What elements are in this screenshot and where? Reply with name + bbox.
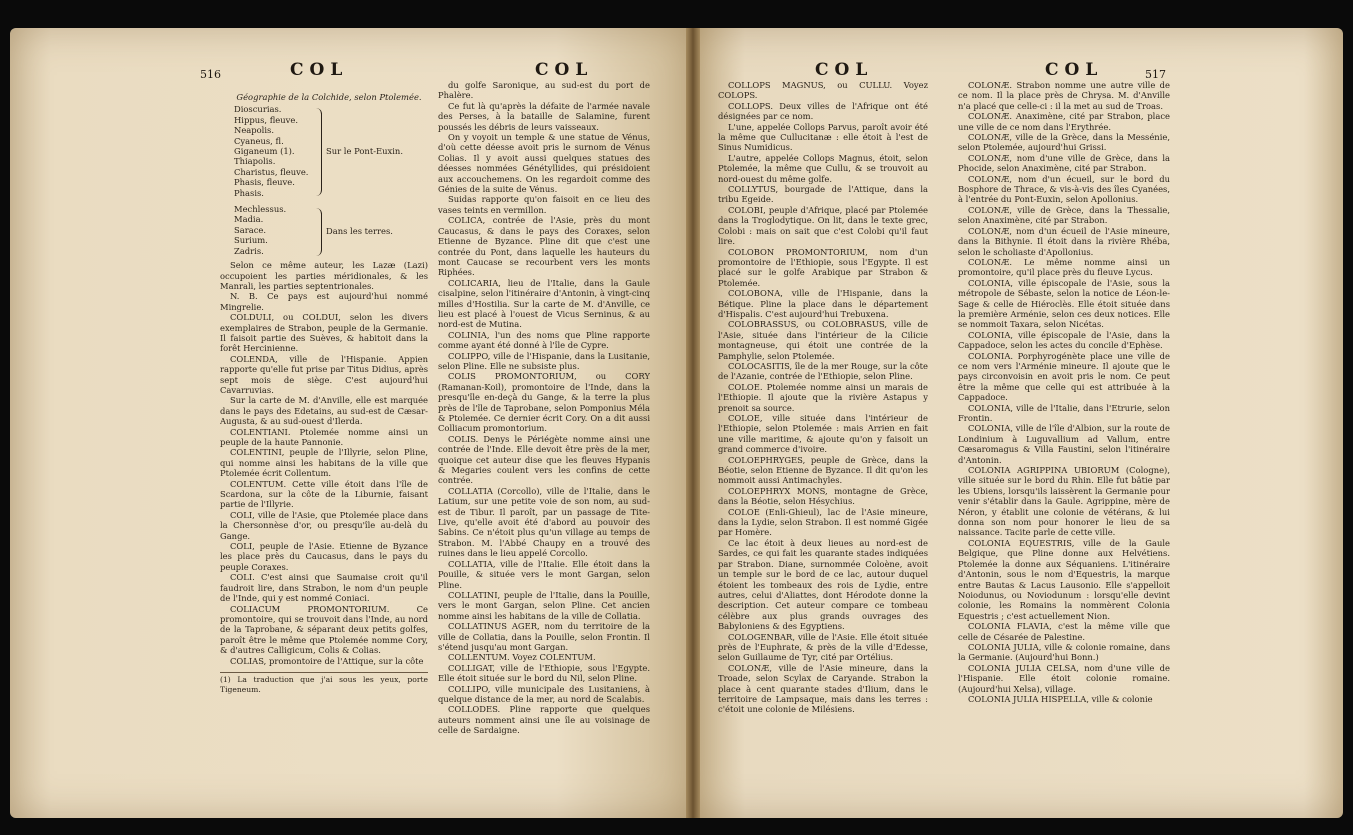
list-item: Phasis. [234,187,264,198]
paragraph: Ce lac étoit à deux lieues au nord-est de Sardes, ce qui fait les quarante stades indiquées par Strabon. Diane, surnommée Coloène, avoit un temple sur le bord de ce lac, autour duquel étoient les tombeaux des rois de Lydie, entre autres, celui d'Aliattes, dont Hérodote donne la description. Cet auteur compare ce tombeau célèbre aux plus grands ouvrages des Babyloniens & des Egyptiens. [718,537,928,632]
paragraph: COLOCASITIS, île de la mer Rouge, sur la côte de l'Azanie, contrée de l'Ethiopie, selon Pline. [718,360,928,382]
list-item: Mechlessus. [234,204,287,215]
list-item: Cyaneus, fl. [234,135,284,146]
paragraph: Ce fut là qu'après la défaite de l'armée navale des Perses, à la bataille de Salamine, furent poussés les débris de leurs vaisseaux. [438,100,650,132]
list-item: Sarace. [234,224,267,235]
list-item: Dioscurias. [234,104,282,115]
paragraph: COLONÆ, ville de la Grèce, dans la Messénie, selon Ptolemée, aujourd'hui Grissi. [958,132,1170,153]
paragraph: COLOE. Ptolemée nomme ainsi un marais de l'Ethiopie. Il ajoute que la rivière Astapus y prenoit sa source. [718,381,928,413]
paragraph: COLONÆ, nom d'une ville de Grèce, dans la Phocide, selon Anaximène, cité par Strabon. [958,152,1170,174]
paragraph: COLONÆ, ville de l'Asie mineure, dans la Troade, selon Scylax de Caryande. Strabon la place à cent quarante stades d'Ilium, dans le territoire de Lampsaque, mais dans les terres : c'étoit une colonie de Milésiens. [718,662,928,715]
left-column-2 [438,80,650,800]
paragraph: COLONIA, ville épiscopale de l'Asie, dans la Cappadoce, selon les actes du concile d'Ephèse. [958,329,1170,351]
paragraph: COLINIA, l'un des noms que Pline rapporte comme ayant été donné à l'île de Cypre. [438,329,650,351]
left-column-1 [220,92,428,812]
paragraph: Selon ce même auteur, les Lazæ (Lazi) occupoient les parties méridionales, & les Manrali, les parties septentrionales. [220,260,428,291]
paragraph: COLONIA AGRIPPINA UBIORUM (Cologne), ville située sur le bord du Rhin. Elle fut bâtie par les Ubiens, lorsqu'ils laissèrent la Germanie pour venir s'établir dans la Gaule. Agrippine, mère de Néron, y établit une colonie de vétérans, & lui donna son nom pour honorer le lieu de sa naissance. Tacite parle de cette ville. [958,465,1170,538]
paragraph: COLDULI, ou COLDUI, selon les divers exemplaires de Strabon, peuple de la Germanie. Il faisoit partie des Suèves, & habitoit dans la forêt Hercinienne. [220,312,428,354]
paragraph: COLONÆ, nom d'un écueil, sur le bord du Bosphore de Thrace, & vis-à-vis des îles Cyanées, à l'entrée du Pont-Euxin, selon Apollonius. [958,173,1170,205]
paragraph: COLLYTUS, bourgade de l'Attique, dans la tribu Egeide. [718,184,928,205]
paragraph: COLOEPHRYX MONS, montagne de Grèce, dans la Béotie, selon Hésychius. [718,485,928,507]
left-header-left: COL [290,60,349,80]
list-item: Hippus, fleuve. [234,114,299,125]
paragraph: COLLATINUS AGER, nom du territoire de la ville de Collatia, dans la Pouille, selon Frontin. Il s'étend jusqu'au mont Gargan. [438,621,650,652]
brace-group-1 [220,104,428,198]
paragraph: COLLOPS. Deux villes de l'Afrique ont été désignées par ce nom. [718,100,928,122]
paragraph: COLOBRASSUS, ou COLOBRASUS, ville de l'Asie, située dans l'intérieur de la Cilicie montagneuse, qui étoit une contrée de la Pamphylie, selon Ptolemée. [718,319,928,361]
paragraph: COLIAS, promontoire de l'Attique, sur la côte [230,655,424,666]
paragraph: COLENTIANI. Ptolemée nomme ainsi un peuple de la haute Pannonie. [220,426,428,447]
paragraph: COLIS PROMONTORIUM, ou CORY (Ramanan-Koil), promontoire de l'Inde, dans la presqu'île en-deçà du Gange, & la terre la plus près de l'île de Taprobane, selon Pomponius Méla & Ptolemée. Ce dernier écrit Cory. On a dit aussi Colliacum promontorium. [438,371,650,434]
list-item: Neapolis. [234,125,274,136]
right-column-1 [718,80,928,800]
right-column-2 [958,80,1170,800]
paragraph: COLOE (Enli-Ghieul), lac de l'Asie mineure, dans la Lydie, selon Strabon. Il est nommé Gigée par Homère. [718,506,928,538]
paragraph: COLLATIA (Corcollo), ville de l'Italie, dans le Latium, sur une petite voie de son nom, au sud-est de Tibur. Il paroît, par un passage de Tite-Live, qu'elle avoit été d'abord au pouvoir des Sabins. Ce n'étoit plus qu'un village au temps de Strabon. M. l'Abbé Chaupy en a trouvé des ruines dans le lieu appelé Corcollo. [438,485,650,559]
left-page-number: 516 [200,68,221,81]
paragraph: COLLATINI, peuple de l'Italie, dans la Pouille, vers le mont Gargan, selon Pline. Cet ancien nomme ainsi les habitans de la ville de Collatia. [438,589,650,621]
paragraph: COLONIA JULIA CELSA, nom d'une ville de l'Hispanie. Elle étoit colonie romaine. (Aujourd'hui Xelsa), village. [958,662,1170,694]
paragraph: COLLIGAT, ville de l'Ethiopie, sous l'Egypte. Elle étoit située sur le bord du Nil, selon Pline. [438,662,650,684]
paragraph: COLONÆ. Le même nomme ainsi un promontoire, qu'il place près du fleuve Lycus. [958,256,1170,278]
list-item: Surium. [234,235,268,246]
group1-label: Sur le Pont-Euxin. [326,146,403,157]
paragraph: COLLODES. Pline rapporte que quelques auteurs nomment ainsi une île au voisinage de celle de Sardaigne. [438,704,650,736]
paragraph: COLI, ville de l'Asie, que Ptolemée place dans la Chersonnèse d'or, ou presqu'île au-delà du Gange. [220,509,428,541]
brace-group-2 [220,204,428,256]
list-item: Phasis, fleuve. [234,177,295,188]
list-item: Thiapolis. [234,156,276,167]
group2-label: Dans les terres. [326,226,393,237]
paragraph: COLIACUM PROMONTORIUM. Ce promontoire, qui se trouvoit dans l'Inde, au nord de la Taprobane, & séparant deux petits golfes, paroît être le même que Ptolemée nomme Cory, & d'autres Calligicum, Colis & Colias. [220,603,428,656]
paragraph: COLONIA. Porphyrogénète place une ville de ce nom vers l'Arménie mineure. Il ajoute que le pays circonvoisin en avoit pris le nom. Ce peut être la même que celle qui est attribuée à la Cappadoce. [958,350,1170,403]
geography-subtitle: Géographie de la Colchide, selon Ptolemée. [236,92,422,102]
list-item: Madia. [234,214,264,225]
paragraph: COLLIPO, ville municipale des Lusitaniens, à quelque distance de la mer, au nord de Scalabis. [438,683,650,704]
paragraph: COLIPPO, ville de l'Hispanie, dans la Lusitanie, selon Pline. Elle ne subsiste plus. [438,350,650,371]
paragraph: COLONÆ. Anaximène, cité par Strabon, place une ville de ce nom dans l'Erythrée. [958,111,1170,132]
paragraph: COLONIA, ville de l'Italie, dans l'Etrurie, selon Frontin. [958,402,1170,423]
paragraph: COLONIA JULIA HISPELLA, ville & colonie [968,693,1153,704]
right-header-left: COL [815,60,874,80]
book-gutter [686,28,700,818]
list-item: Zadris. [234,245,264,256]
paragraph: L'une, appelée Collops Parvus, paroît avoir été la même que Cullucitanæ : elle étoit à l'est de Sinus Numidicus. [718,121,928,153]
paragraph: Suidas rapporte qu'on faisoit en ce lieu des vases teints en vermillon. [438,194,650,215]
paragraph: COLOE, ville située dans l'intérieur de l'Ethiopie, selon Ptolemée : mais Arrien en fait une ville maritime, & ajoute qu'on y faisoit un grand commerce d'ivoire. [718,413,928,455]
paragraph: COLOBI, peuple d'Afrique, placé par Ptolemée dans la Troglodytique. On lit, dans le texte grec, Colobi : mais on sait que c'est Colobi qu'il faut lire. [718,204,928,247]
footnote: (1) La traduction que j'ai sous les yeux, porte Tigeneum. [220,672,428,696]
paragraph: COLONIA EQUESTRIS, ville de la Gaule Belgique, que Pline donne aux Helvétiens. Ptolemée la donne aux Séquaniens. L'itinéraire d'Antonin, sous le nom d'Equestris, la marque entre Bautas & Lacus Lausonio. Elle s'appelloit Noiodunus, ou Noviodunum : lorsqu'elle devint colonie, les Romains la nommèrent Colonia Equestris ; c'est actuellement Nion. [958,537,1170,621]
paragraph: COLICA, contrée de l'Asie, près du mont Caucasus, & dans le pays des Coraxes, selon Etienne de Byzance. Pline dit que c'est une contrée du Pont, dans laquelle les hauteurs du mont Caucase se recourbent vers les monts Riphées. [438,215,650,278]
paragraph: COLOEPHRYGES, peuple de Grèce, dans la Béotie, selon Etienne de Byzance. Il dit qu'on les nommoit aussi Antimachyles. [718,454,928,486]
paragraph: COLONIA FLAVIA, c'est la même ville que celle de Césarée de Palestine. [958,621,1170,642]
list-item: Charistus, fleuve. [234,166,309,177]
paragraph: N. B. Ce pays est aujourd'hui nommé Mingrelie. [220,291,428,312]
paragraph: COLONIA, ville de l'île d'Albion, sur la route de Londinium à Luguvallium ad Vallum, entre Cæsaromagus & Villa Faustini, selon l'itinéraire d'Antonin. [958,423,1170,465]
paragraph: COLONIA, ville épiscopale de l'Asie, sous la métropole de Sébaste, selon la notice de Léon-le-Sage & celle de Hiéroclès. Elle étoit située dans la première Arménie, selon ces deux notices. Elle se nommoit Taxara, selon Nicétas. [958,277,1170,330]
paragraph: COLIS. Denys le Périégète nomme ainsi une contrée de l'Inde. Elle devoit être près de la mer, quoique cet auteur dise que les fleuves Hypanis & Megaries coulent vers les confins de cette contrée. [438,433,650,486]
paragraph: COLONÆ, ville de Grèce, dans la Thessalie, selon Anaximène, cité par Strabon. [958,204,1170,226]
paragraph: COLENTUM. Cette ville étoit dans l'île de Scardona, sur la côte de la Liburnie, faisant partie de l'Illyrie. [220,478,428,510]
paragraph: Sur la carte de M. d'Anville, elle est marquée dans le pays des Edetains, au sud-est de Cæsar-Augusta, & au sud-ouest d'Ilerda. [220,395,428,427]
group2-list [220,204,428,256]
paragraph: COLI, peuple de l'Asie. Etienne de Byzance les place près du Caucasus, dans le pays du peuple Coraxes. [220,541,428,572]
paragraph: On y voyoit un temple & une statue de Vénus, d'où cette déesse avoit pris le surnom de Vénus Colias. Il y avoit aussi quelques statues des déesses nommées Génétyllides, qui présidoient aux accouchemens. On les regardoit comme des Génies de la suite de Vénus. [438,132,650,195]
left-column-1-text [220,260,428,666]
paragraph: COLENTINI, peuple de l'Illyrie, selon Pline, qui nomme ainsi les habitans de la ville que Ptolemée écrit Collentum. [220,447,428,479]
left-header-right: COL [535,60,594,80]
right-header-right: COL [1045,60,1104,80]
paragraph: COLLENTUM. Voyez COLENTUM. [448,652,596,663]
right-page-number: 517 [1145,68,1166,81]
paragraph: du golfe Saronique, au sud-est du port de Phalère. [438,80,650,101]
paragraph: COLENDA, ville de l'Hispanie. Appien rapporte qu'elle fut prise par Titus Didius, après sept mois de siège. C'est aujourd'hui Cavarruvias. [220,353,428,395]
paragraph: COLI. C'est ainsi que Saumaise croit qu'il faudroit lire, dans Strabon, le nom d'un peuple de l'Inde, qui y est nommé Coniaci. [220,572,428,604]
paragraph: COLONÆ, nom d'un écueil de l'Asie mineure, dans la Bithynie. Il étoit dans la rivière Rhéba, selon le scholiaste d'Apollonius. [958,225,1170,257]
paragraph: COLOBON PROMONTORIUM, nom d'un promontoire de l'Ethiopie, sous l'Egypte. Il est placé sur le golfe Arabique par Strabon & Ptolemée. [718,246,928,288]
brace-2 [315,208,322,256]
paragraph: COLICARIA, lieu de l'Italie, dans la Gaule cisalpine, selon l'itinéraire d'Antonin, à vingt-cinq milles d'Hostilia. Sur la carte de M. d'Anville, ce lieu est placé à l'ouest de Vicus Serninus, & au nord-est de Mutina. [438,277,650,330]
paragraph: L'autre, appelée Collops Magnus, étoit, selon Ptolemée, la même que Cullu, & se trouvoit au nord-ouest du même golfe. [718,152,928,184]
paragraph: COLONÆ. Strabon nomme une autre ville de ce nom. Il la place près de Chrysa. M. d'Anville n'a placé que celle-ci : il la met au sud de Troas. [958,80,1170,111]
paragraph: COLOGENBAR, ville de l'Asie. Elle étoit située près de l'Euphrate, & près de la ville d'Edesse, selon Guillaume de Tyr, cité par Ortélius. [718,631,928,663]
paragraph: COLLOPS MAGNUS, ou CULLU. Voyez COLOPS. [718,80,928,101]
brace-1 [315,108,322,196]
paragraph: COLLATIA, ville de l'Italie. Elle étoit dans la Pouille, & située vers le mont Gargan, selon Pline. [438,558,650,590]
paragraph: COLOBONA, ville de l'Hispanie, dans la Bétique. Pline la place dans le département d'Hispalis. C'est aujourd'hui Trebuxena. [718,288,928,319]
list-item: Giganeum (1). [234,146,295,157]
paragraph: COLONIA JULIA, ville & colonie romaine, dans la Germanie. (Aujourd'hui Bonn.) [958,641,1170,663]
